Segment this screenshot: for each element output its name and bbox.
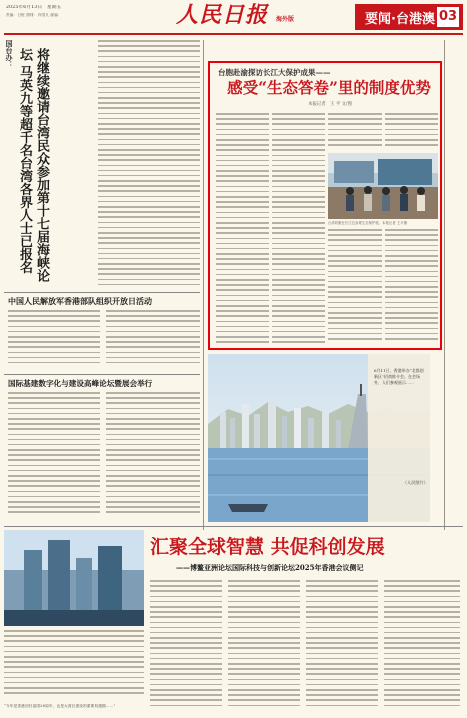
left-low-rule (4, 374, 200, 375)
left-mid-rule (4, 292, 200, 293)
bottom-section-rule (4, 526, 463, 527)
section-title: 要闻·台港澳 (365, 12, 435, 27)
hk-photo (208, 354, 430, 522)
bottom-body-col1 (150, 580, 222, 710)
masthead-rule (4, 33, 463, 35)
hk-photo-credit: （人民图片） (402, 480, 428, 485)
forum-building-photo (4, 530, 144, 626)
bottom-body-col2 (228, 580, 300, 710)
left-headline: 将继续邀请台湾民众参加第十七届海峡论坛 马英九等超千名台湾各界人士已报名 (17, 48, 49, 282)
page-number: 03 (437, 7, 459, 27)
bottom-photo (4, 530, 144, 626)
hk-photo-caption: 6月11日，香港举办“北都创新区”招商推介会。在会场外，人们参观展示…… (374, 368, 424, 386)
feature-body-col3 (328, 113, 382, 151)
feature-photo-caption: 台湾同胞在长江边参观生态保护展。本报记者 王平摄 (328, 221, 408, 225)
bottom-subhead: ——博鳌亚洲论坛国际科技与创新论坛2025年香港会议侧记 (176, 563, 364, 572)
infrastructure-body (8, 392, 100, 520)
pla-article-body-2 (106, 310, 200, 370)
highlighted-feature-box (208, 61, 442, 350)
edition-tag: 海外版 (276, 16, 295, 23)
bottom-headline: 汇聚全球智慧 共促科创发展 (150, 536, 385, 558)
infrastructure-body-2 (106, 392, 200, 520)
left-kicker: 国台办： (5, 40, 14, 68)
feature-body-col1 (216, 113, 269, 345)
bottom-footer-note: “今年是香港回归祖国28周年，也是大湾区建设的重要机遇期……” (4, 704, 116, 708)
left-article-body (98, 40, 200, 288)
column-divider-left (203, 40, 204, 530)
left-article (4, 38, 104, 288)
riverside-exhibition-photo (328, 153, 438, 219)
pla-article-body (8, 310, 100, 370)
bottom-body-col3 (306, 580, 378, 710)
newspaper-logo: 人民日报 (176, 2, 269, 28)
issue-date: 2025年6月13日 星期五 (6, 5, 62, 10)
feature-body-col4 (385, 113, 438, 151)
infrastructure-headline: 国际基建数字化与建设高峰论坛暨展会举行 (8, 379, 153, 388)
masthead (0, 0, 467, 40)
column-divider-right (444, 40, 445, 530)
editor-meta: 责编：日报 照排：肖国凡 邮编： (6, 13, 62, 17)
feature-body-col3b (328, 229, 382, 345)
feature-body-col4b (385, 229, 438, 345)
pla-headline: 中国人民解放军香港部队组织开放日活动 (8, 296, 152, 306)
feature-kicker: 台胞赴渝探访长江大保护成果—— (218, 68, 331, 77)
section-header-bar (355, 4, 463, 30)
feature-byline: 本报记者 王 平 文/图 (308, 102, 352, 107)
bottom-left-body (4, 630, 144, 700)
feature-body-col2 (272, 113, 325, 345)
feature-photo (328, 153, 438, 219)
bottom-body-col4 (384, 580, 460, 710)
feature-headline: 感受“生态答卷”里的制度优势 (227, 78, 431, 97)
